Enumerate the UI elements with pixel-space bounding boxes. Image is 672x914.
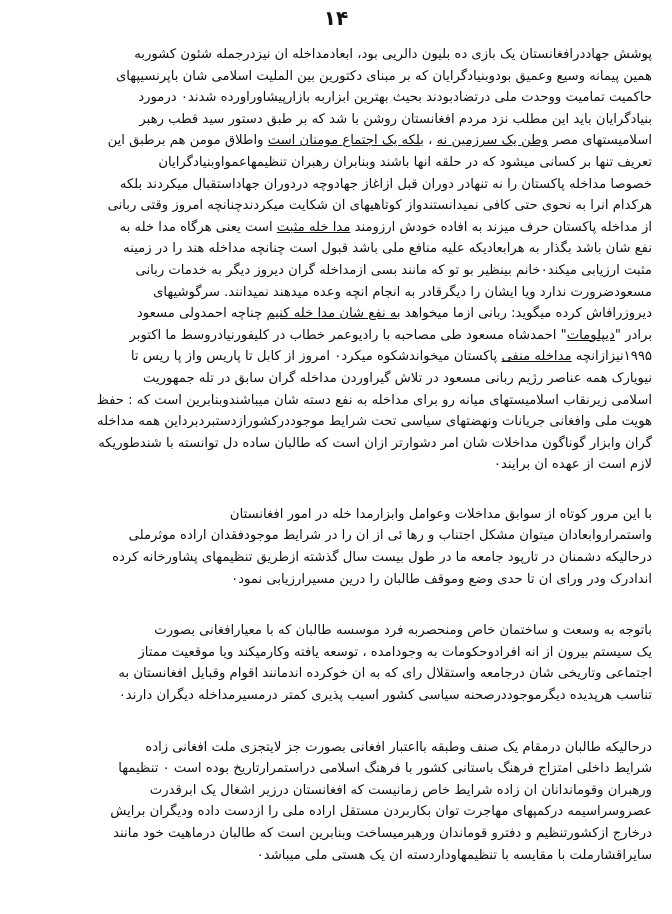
text-line: دیروزرافاش کرده میگوید: ربانی ازما میخواهد به نفع شان مدا خله کنیم چناچه احمدولی مسعود <box>136 306 652 322</box>
text-line: نفع شان باشد بگذار به هرابعادیکه علیه منافع ملی باشد قبول است چنانچه مداخله هند را در زمینه <box>123 241 652 257</box>
text-line: واستمراروابعادان میتوان مشکل اجتناب و رها ئی از ان را در شرایط موجودفقدان اراده موثرملی <box>128 528 652 544</box>
text-line: تعریف تنها بر کسانی میشود که در حلقه انها باشند وبنابران رهبران تنظیمهاعمواوبنیادگرایان <box>158 154 652 170</box>
text-line: با این مرور کوتاه از سوابق مداخلات وعوامل وابزارمدا خله در امور افغانستان <box>229 506 652 522</box>
text-line: شرایط داخلی امتزاج فرهنگ باستانی کشور با فرهنگ اسلامی دراستمرارتاریخ بوده است ٠ تنظیمها <box>118 761 652 777</box>
text-line: مسعودضرورت ندارد ویا ایشان را دیگرقادر به انجام انچه وعده میدهند نمیدانند. سرگوشیهای <box>153 284 652 300</box>
text-line: عصروسراسیمه درکمپهای مهاجرت توان بکاربردن مستقل اراده ملی را ازدست داده ودیگران برایش <box>110 804 652 820</box>
text-line: اجتماعی وتاریخی شان درجامعه واستقلال رای که به ان خوکرده اندمانند اقوام وقبایل افغانستان به <box>118 666 652 682</box>
text-line: ۱۹۹۵نیزازانچه مداخله منفی پاکستان میخواندشکوه میکرد٠ امروز از کابل تا پاریس واز پا ریس تا <box>130 349 652 365</box>
paragraph-4 <box>26 737 652 867</box>
text-line: یک سیستم بیرون از انه افرادوحکومات به وجودامده ، توسعه یافته وکارمیکند ویا موقعیت ممتاز <box>138 644 652 660</box>
text-line: درحالیکه دشمنان در تارپود جامعه ما در طول بیست سال گذشته ازطریق تنظیمهای پشاورخانه کرده <box>112 550 652 566</box>
text-line: همین پیمانه وسیع وعمیق بودوبنیادگرایان که بر مبنای دکتورین بین الملیت اسلامی شان باپرنسیپهای <box>115 68 652 84</box>
text-line: سایراقشارملت با مقایسه با تنظیمهاوداردسته ان یک هستی ملی میباشد٠ <box>256 847 652 863</box>
text-line: هرکدام انرا به نحوی حتی کافی نمیدانستندواز کوتاهیهای ان شکایت میکردندچنانچه امروز وقتی ربانی <box>107 198 652 214</box>
text-line: اسلامیستهای مصر وطن یک سرزمین نه ، بلکه یک اجتماع مومنان است واطلاق مومن هم برطبق این <box>107 133 652 149</box>
text-line: مثبت ارزیابی میکند٠خانم بینظیر بو تو که مانند بسی ازمداخله گران دیروز دیگر به خدمات ربانی <box>135 262 652 278</box>
page-number: ۱۴ <box>323 6 349 30</box>
text-line: بنیادگرایان باید این مطلب نزد مردم افغانستان روشن با شد که بر طبق دستور سید قطب رهبر <box>139 111 652 127</box>
text-line: هویت ملی وافغانی جریانات ونهضتهای سیاسی تحت شرایط موجوددرکشورازدستبردبرداین همه مداخله <box>97 414 652 430</box>
text-line: اسلامی زیرنقاب اسلامیستهای میانه رو برای مداخله به نفع دسته شان میباشندوبنابرین است که : حفظ <box>96 392 652 408</box>
text-line: خصوصا مداخله پاکستان را نه تنهادر دوران قبل ازاغاز جهادوچه دردوران جهاداستقبال میکردند بلکه <box>119 176 652 192</box>
text-line: حاکمیت تمامیت ووحدت ملی درتضادبودند بحیث بهترین ابزاربه بازارپیشاوراورده شدند٠ درمورد <box>138 90 652 106</box>
paragraph-3 <box>26 620 652 706</box>
text-line: اندادرک ودر ورای ان تا حدی وضع وموقف طالبان را درین مسیرارزیابی نمود٠ <box>231 571 652 587</box>
text-line: گران وابزار گوناگون مداخلات شان امر دشوارتر ازان است که طالبان ساده دل توانسته با شندطوریکه <box>98 435 652 451</box>
text-line: تناسب هرپدیده دیگرموجوددرصحنه سیاسی کشور اسیب پذیری کمتر درمسیرمداخله دیگران دارند٠ <box>118 688 652 704</box>
text-line: برادر "دیپلومات" احمدشاه مسعود طی مصاحبه با رادیوعمر خطاب در کلیفورنیادروسط ما اکتوبر <box>129 327 652 343</box>
text-line: از مداخله پاکستان حرف میزند به افاده خودش ارزومند مدا خله مثبت است یعنی هرگاه مدا خله به <box>119 219 652 235</box>
text-line: لازم است از عهده ان برایند٠ <box>493 457 652 473</box>
document-body <box>26 44 652 866</box>
text-line: نیویارک همه عناصر رژیم ربانی مسعود در تلاش گیراوردن مداخله گران سابق در تله جمهوریت <box>142 370 652 386</box>
text-line: درخارج ازکشورتنظیم و دفترو قوماندان ورهبرمیساخت وبنابرین است که طالبان درماهیت خود مانند <box>113 826 652 841</box>
text-line: پوشش جهاددرافغانستان یک بازی ده بلیون دالریی بود، ابعادمداخله ان نیزدرجمله شئون کشوربه <box>134 47 652 62</box>
text-line: ورهبران وقوماندانان ان زاده شرایط خاص زمانیست که افغانستان درزیر اشغال یک ابرقدرت <box>149 782 652 798</box>
text-line: درحالیکه طالبان درمقام یک صنف وطبقه بااعتبار افغانی بصورت جز لایتجزی ملت افغانی زاده <box>145 739 652 755</box>
text-line: باتوجه به وسعت و ساختمان خاص ومنحصربه فرد موسسه طالبان که با معیارافغانی بصورت <box>154 623 652 639</box>
paragraph-1 <box>26 44 652 476</box>
paragraph-2 <box>26 504 652 590</box>
